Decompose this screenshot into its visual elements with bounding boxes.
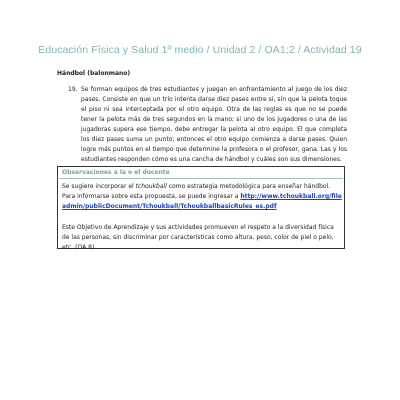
page-title: Educación Física y Salud 1º medio / Unidad 2 / OA1;2 / Actividad 19: [38, 44, 362, 56]
note-text-tchoukball: tchoukball: [135, 183, 167, 190]
teacher-notes-paragraph-tchoukball: [62, 182, 342, 212]
teacher-notes-paragraph-diversity: Este Objetivo de Aprendizaje y sus actividades promueven el respeto a la diversidad física de las personas, sin discriminar por características como altura, peso, color de piel o pelo, etc. (OA 8): [62, 224, 334, 251]
tchoukball-rules-link[interactable]: http://www.tchoukball.org/fileadmin/publicDocument/Tchoukball/TchoukballbasicRules_es.pdf: [62, 193, 342, 210]
note-text-intro: Se sugiere incorporar el: [62, 183, 136, 190]
teacher-notes-box: [57, 166, 345, 249]
section-heading: Hándbol (balonmano): [57, 70, 131, 77]
teacher-notes-title: Observaciones a la o el docente: [62, 169, 170, 176]
teacher-notes-divider: [59, 178, 343, 179]
note-text-info: como estrategia metodológica para enseñar hándbol. Para informarse sobre esta propuesta, se puede ingresar a: [62, 183, 331, 200]
activity-number: 19.: [68, 86, 78, 93]
activity-description: Se forman equipos de tres estudiantes y juegan en enfrentamiento al juego de los diez pases. Consiste en que un trío intenta darse diez pases entre sí, sin que la pelota toque el piso ni sea interceptada por el otro equipo. Otra de las reglas es que no se puede tener la pelota más de tres segundos en la mano; si uno de los jugadores o una de las jugadoras supera ese tiempo, debe entregar la pelota al otro equipo. El que completa los diez pases suma un punto; entonces el otro equipo comienza a darse pases. Quien logre más puntos en el tiempo que determine la profesora o el profesor, gana. Las y los estudiantes responden cómo es una cancha de hándbol y cuáles son sus dimensiones.: [81, 86, 347, 163]
